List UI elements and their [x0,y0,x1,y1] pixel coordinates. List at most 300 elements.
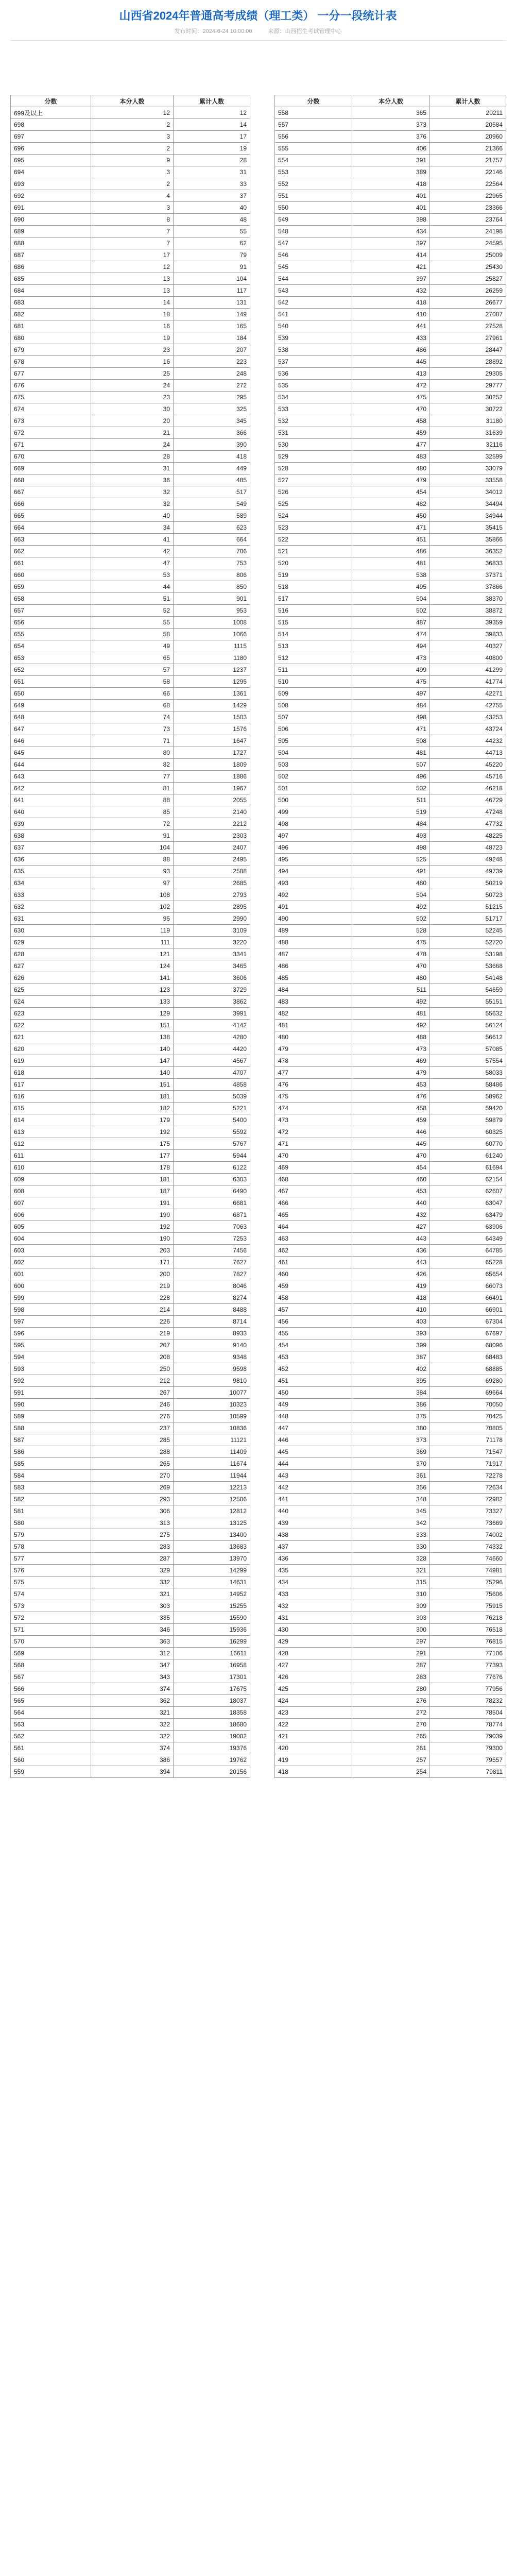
score-cell: 681 [11,320,91,332]
cumulative-cell: 77393 [430,1659,506,1671]
count-cell: 34 [91,522,174,534]
score-cell: 565 [11,1695,91,1707]
count-cell: 270 [352,1719,430,1731]
count-cell: 47 [91,557,174,569]
score-cell: 691 [11,202,91,214]
count-cell: 445 [352,356,430,368]
cumulative-cell: 117 [174,285,250,297]
score-cell: 460 [275,1268,352,1280]
count-cell: 2 [91,143,174,155]
cumulative-cell: 79 [174,249,250,261]
cumulative-cell: 4280 [174,1031,250,1043]
table-row [11,498,250,510]
score-cell: 448 [275,1411,352,1422]
cumulative-cell: 14631 [174,1577,250,1588]
cumulative-cell: 55151 [430,996,506,1008]
cumulative-cell: 69280 [430,1375,506,1387]
count-cell: 51 [91,593,174,605]
count-cell: 182 [91,1103,174,1114]
score-cell: 484 [275,984,352,996]
table-row [275,593,506,605]
table-row [11,534,250,546]
score-table-right [274,95,506,1778]
table-row [275,1695,506,1707]
count-cell: 40 [91,510,174,522]
score-cell: 456 [275,1316,352,1328]
score-cell: 619 [11,1055,91,1067]
score-cell: 534 [275,392,352,403]
count-cell: 362 [91,1695,174,1707]
table-row [275,1340,506,1351]
count-cell: 473 [352,1043,430,1055]
count-cell: 214 [91,1304,174,1316]
count-cell: 24 [91,439,174,451]
table-row [275,427,506,439]
table-row [11,759,250,771]
score-cell: 445 [275,1446,352,1458]
count-cell: 538 [352,569,430,581]
count-cell: 269 [91,1482,174,1494]
score-cell: 594 [11,1351,91,1363]
count-cell: 306 [91,1505,174,1517]
count-cell: 458 [352,1103,430,1114]
count-cell: 226 [91,1316,174,1328]
cumulative-cell: 35415 [430,522,506,534]
score-cell: 563 [11,1719,91,1731]
score-cell: 636 [11,854,91,866]
count-cell: 171 [91,1257,174,1268]
count-cell: 369 [352,1446,430,1458]
table-row [11,937,250,948]
cumulative-cell: 20211 [430,107,506,119]
table-row [11,1008,250,1020]
cumulative-cell: 806 [174,569,250,581]
cumulative-cell: 485 [174,474,250,486]
count-cell: 432 [352,1209,430,1221]
count-cell: 459 [352,1114,430,1126]
cumulative-cell: 131 [174,297,250,309]
score-cell: 437 [275,1541,352,1553]
table-row [11,1458,250,1470]
score-cell: 429 [275,1636,352,1648]
count-cell: 191 [91,1197,174,1209]
cumulative-cell: 55 [174,226,250,238]
cumulative-cell: 52245 [430,925,506,937]
score-cell: 698 [11,119,91,131]
cumulative-cell: 77106 [430,1648,506,1659]
cumulative-cell: 22564 [430,178,506,190]
table-row [275,1280,506,1292]
table-row [11,652,250,664]
count-cell: 380 [352,1422,430,1434]
cumulative-cell: 3109 [174,925,250,937]
cumulative-cell: 28447 [430,344,506,356]
cumulative-cell: 325 [174,403,250,415]
table-row [275,913,506,925]
score-cell: 694 [11,166,91,178]
cumulative-cell: 28 [174,155,250,166]
cumulative-cell: 1886 [174,771,250,783]
cumulative-cell: 39833 [430,629,506,640]
table-row [11,131,250,143]
table-row [275,1055,506,1067]
table-row [11,676,250,688]
column-header-score: 分数 [275,95,352,107]
count-cell: 140 [91,1067,174,1079]
count-cell: 373 [352,1434,430,1446]
cumulative-cell: 27961 [430,332,506,344]
score-cell: 572 [11,1612,91,1624]
cumulative-cell: 58486 [430,1079,506,1091]
table-row [11,1742,250,1754]
score-cell: 653 [11,652,91,664]
table-row [11,1316,250,1328]
count-cell: 440 [352,1197,430,1209]
count-cell: 321 [91,1588,174,1600]
count-cell: 476 [352,1091,430,1103]
cumulative-cell: 149 [174,309,250,320]
cumulative-cell: 45716 [430,771,506,783]
score-cell: 564 [11,1707,91,1719]
score-cell: 638 [11,830,91,842]
score-cell: 431 [275,1612,352,1624]
cumulative-cell: 248 [174,368,250,380]
cumulative-cell: 2303 [174,830,250,842]
count-cell: 332 [91,1577,174,1588]
table-row [275,486,506,498]
score-cell: 482 [275,1008,352,1020]
table-row [11,830,250,842]
count-cell: 66 [91,688,174,700]
count-cell: 192 [91,1126,174,1138]
count-cell: 502 [352,913,430,925]
cumulative-cell: 418 [174,451,250,463]
column-header-count: 本分人数 [91,95,174,107]
count-cell: 129 [91,1008,174,1020]
count-cell: 17 [91,249,174,261]
cumulative-cell: 59879 [430,1114,506,1126]
count-cell: 207 [91,1340,174,1351]
table-row [275,368,506,380]
score-cell: 682 [11,309,91,320]
count-cell: 203 [91,1245,174,1257]
cumulative-cell: 17675 [174,1683,250,1695]
cumulative-cell: 75606 [430,1588,506,1600]
count-cell: 23 [91,392,174,403]
score-cell: 427 [275,1659,352,1671]
table-row [275,996,506,1008]
cumulative-cell: 78232 [430,1695,506,1707]
table-row [275,948,506,960]
score-cell: 618 [11,1067,91,1079]
count-cell: 480 [352,877,430,889]
count-cell: 151 [91,1020,174,1031]
cumulative-cell: 589 [174,510,250,522]
count-cell: 276 [352,1695,430,1707]
score-cell: 666 [11,498,91,510]
score-cell: 454 [275,1340,352,1351]
cumulative-cell: 272 [174,380,250,392]
table-row [11,1340,250,1351]
count-cell: 16 [91,356,174,368]
table-row [275,356,506,368]
table-row [11,1671,250,1683]
table-row [275,166,506,178]
score-cell: 559 [11,1766,91,1778]
count-cell: 403 [352,1316,430,1328]
count-cell: 346 [91,1624,174,1636]
table-row [11,925,250,937]
table-row [275,1126,506,1138]
score-cell: 620 [11,1043,91,1055]
score-cell: 479 [275,1043,352,1055]
table-row [275,119,506,131]
table-row [275,226,506,238]
table-row [11,119,250,131]
score-cell: 686 [11,261,91,273]
count-cell: 74 [91,711,174,723]
count-cell: 287 [352,1659,430,1671]
table-row [275,344,506,356]
count-cell: 386 [91,1754,174,1766]
count-cell: 23 [91,344,174,356]
cumulative-cell: 12812 [174,1505,250,1517]
cumulative-cell: 63906 [430,1221,506,1233]
score-cell: 527 [275,474,352,486]
score-cell: 611 [11,1150,91,1162]
score-cell: 629 [11,937,91,948]
cumulative-cell: 24198 [430,226,506,238]
table-row [275,380,506,392]
count-cell: 528 [352,925,430,937]
table-row [275,1754,506,1766]
table-row [275,1008,506,1020]
cumulative-cell: 6122 [174,1162,250,1174]
cumulative-cell: 29305 [430,368,506,380]
score-cell: 502 [275,771,352,783]
score-cell: 579 [11,1529,91,1541]
cumulative-cell: 7627 [174,1257,250,1268]
table-row [275,640,506,652]
score-cell: 549 [275,214,352,226]
count-cell: 484 [352,818,430,830]
score-cell: 520 [275,557,352,569]
count-cell: 91 [91,830,174,842]
cumulative-cell: 1576 [174,723,250,735]
cumulative-cell: 449 [174,463,250,474]
table-row [11,297,250,309]
count-cell: 401 [352,202,430,214]
score-cell: 487 [275,948,352,960]
score-cell: 661 [11,557,91,569]
table-row [11,664,250,676]
count-cell: 459 [352,427,430,439]
table-row [275,676,506,688]
table-row [11,107,250,119]
score-cell: 472 [275,1126,352,1138]
count-cell: 44 [91,581,174,593]
table-header-row [11,95,250,107]
table-row [11,1659,250,1671]
cumulative-cell: 24595 [430,238,506,249]
score-cell: 595 [11,1340,91,1351]
score-cell: 641 [11,794,91,806]
score-cell: 432 [275,1600,352,1612]
table-row [275,320,506,332]
score-cell: 621 [11,1031,91,1043]
table-row [11,451,250,463]
count-cell: 212 [91,1375,174,1387]
cumulative-cell: 79039 [430,1731,506,1742]
table-row [275,522,506,534]
count-cell: 8 [91,214,174,226]
table-row [275,1387,506,1399]
score-cell: 504 [275,747,352,759]
count-cell: 28 [91,451,174,463]
score-table-left [10,95,250,1778]
table-row [11,1067,250,1079]
cumulative-cell: 3991 [174,1008,250,1020]
score-cell: 642 [11,783,91,794]
cumulative-cell: 76218 [430,1612,506,1624]
count-cell: 469 [352,1055,430,1067]
count-cell: 178 [91,1162,174,1174]
cumulative-cell: 26259 [430,285,506,297]
count-cell: 52 [91,605,174,617]
score-cell: 593 [11,1363,91,1375]
score-cell: 439 [275,1517,352,1529]
table-row [275,1707,506,1719]
score-cell: 552 [275,178,352,190]
count-cell: 498 [352,711,430,723]
count-cell: 413 [352,368,430,380]
table-row [11,700,250,711]
cumulative-cell: 76815 [430,1636,506,1648]
score-cell: 596 [11,1328,91,1340]
count-cell: 345 [352,1505,430,1517]
count-cell: 398 [352,214,430,226]
count-cell: 410 [352,309,430,320]
score-cell: 481 [275,1020,352,1031]
table-row [11,1091,250,1103]
table-row [11,569,250,581]
score-cell: 480 [275,1031,352,1043]
cumulative-cell: 15936 [174,1624,250,1636]
table-row [11,1707,250,1719]
table-row [275,1719,506,1731]
count-cell: 418 [352,297,430,309]
count-cell: 504 [352,889,430,901]
count-cell: 3 [91,166,174,178]
count-cell: 511 [352,984,430,996]
score-cell: 606 [11,1209,91,1221]
table-row [275,510,506,522]
score-cell: 630 [11,925,91,937]
count-cell: 519 [352,806,430,818]
cumulative-cell: 21757 [430,155,506,166]
table-row [11,617,250,629]
score-cell: 560 [11,1754,91,1766]
cumulative-cell: 37866 [430,581,506,593]
count-cell: 2 [91,178,174,190]
table-row [275,1766,506,1778]
table-row [275,877,506,889]
count-cell: 297 [352,1636,430,1648]
score-cell: 442 [275,1482,352,1494]
score-cell: 500 [275,794,352,806]
cumulative-cell: 63047 [430,1197,506,1209]
table-row [275,1138,506,1150]
score-cell: 441 [275,1494,352,1505]
score-cell: 550 [275,202,352,214]
score-cell: 450 [275,1387,352,1399]
count-cell: 36 [91,474,174,486]
count-cell: 190 [91,1209,174,1221]
count-cell: 492 [352,996,430,1008]
cumulative-cell: 74981 [430,1565,506,1577]
count-cell: 386 [352,1399,430,1411]
cumulative-cell: 65228 [430,1257,506,1268]
table-row [275,664,506,676]
cumulative-cell: 71917 [430,1458,506,1470]
cumulative-cell: 11409 [174,1446,250,1458]
table-row [275,1659,506,1671]
table-row [11,474,250,486]
count-cell: 190 [91,1233,174,1245]
score-cell: 509 [275,688,352,700]
score-cell: 474 [275,1103,352,1114]
table-row [11,771,250,783]
count-cell: 374 [91,1683,174,1695]
count-cell: 124 [91,960,174,972]
score-cell: 616 [11,1091,91,1103]
cumulative-cell: 295 [174,392,250,403]
score-cell: 493 [275,877,352,889]
score-cell: 428 [275,1648,352,1659]
table-row [11,1114,250,1126]
score-cell: 521 [275,546,352,557]
score-cell: 452 [275,1363,352,1375]
score-cell: 585 [11,1458,91,1470]
count-cell: 265 [91,1458,174,1470]
score-cell: 457 [275,1304,352,1316]
score-cell: 631 [11,913,91,925]
count-cell: 265 [352,1731,430,1742]
cumulative-cell: 41299 [430,664,506,676]
table-row [275,1221,506,1233]
table-row [275,1351,506,1363]
cumulative-cell: 34494 [430,498,506,510]
count-cell: 285 [91,1434,174,1446]
score-cell: 672 [11,427,91,439]
cumulative-cell: 48 [174,214,250,226]
table-row [11,783,250,794]
score-cell: 589 [11,1411,91,1422]
table-row [11,1138,250,1150]
score-cell: 447 [275,1422,352,1434]
cumulative-cell: 55632 [430,1008,506,1020]
cumulative-cell: 1967 [174,783,250,794]
count-cell: 470 [352,403,430,415]
count-cell: 237 [91,1422,174,1434]
table-row [11,238,250,249]
cumulative-cell: 1295 [174,676,250,688]
score-cell: 507 [275,711,352,723]
count-cell: 276 [91,1411,174,1422]
cumulative-cell: 15590 [174,1612,250,1624]
score-cell: 674 [11,403,91,415]
count-cell: 177 [91,1150,174,1162]
